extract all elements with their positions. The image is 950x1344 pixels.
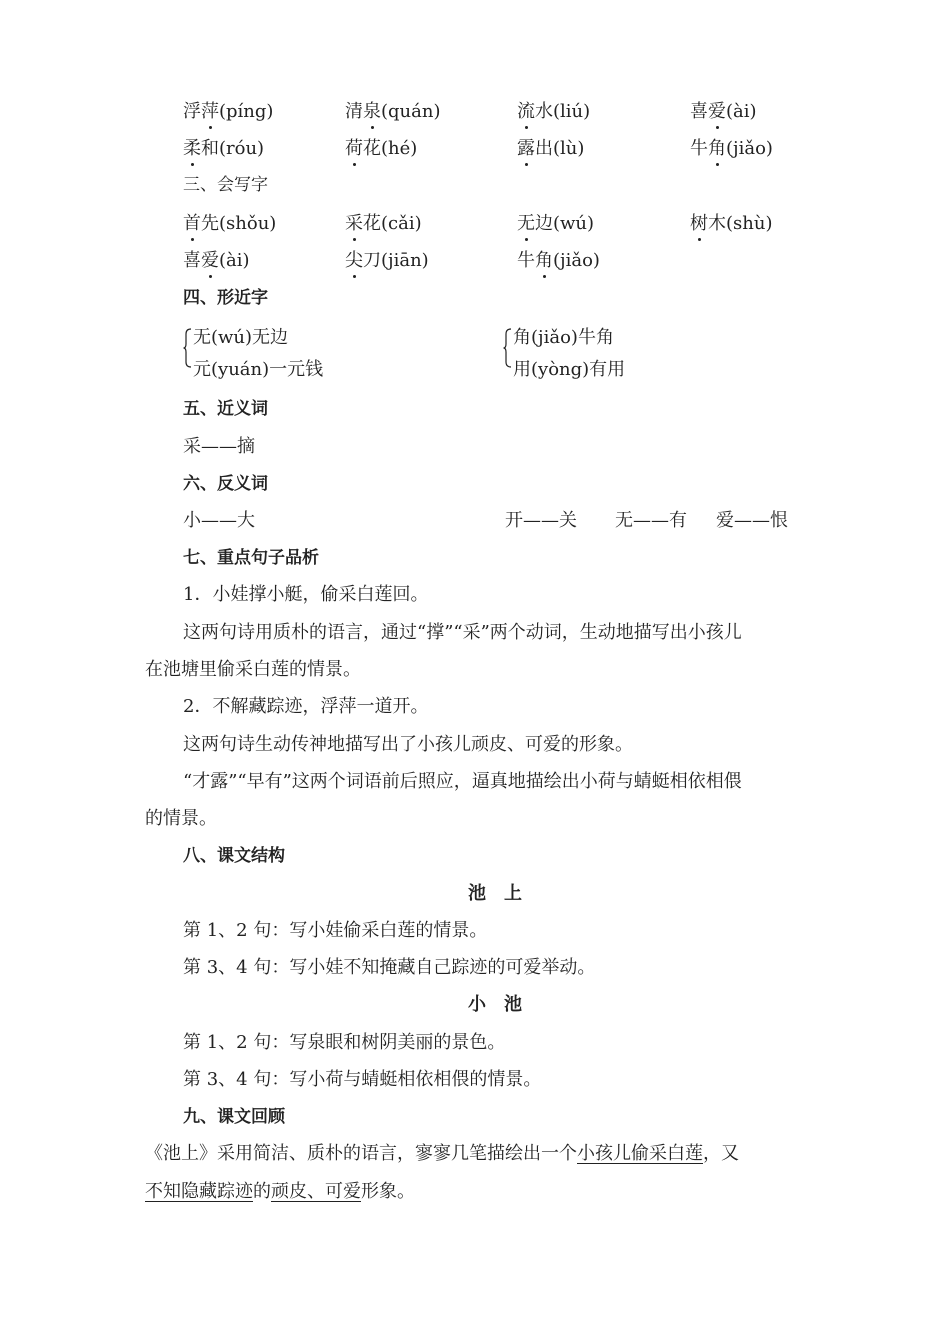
section-heading: 九、课文回顾 bbox=[183, 1107, 285, 1127]
similar-char-item: 元(yuán)一元钱 bbox=[193, 359, 324, 380]
structure-line: 第 3、4 句：写小娃不知掩藏自己踪迹的可爱举动。 bbox=[183, 957, 596, 978]
section-heading: 七、重点句子品析 bbox=[183, 548, 319, 568]
word-item: 喜爱(ài) bbox=[183, 250, 250, 271]
underlined-phrase: 不知隐藏踪迹 bbox=[145, 1181, 253, 1202]
brace-icon bbox=[183, 328, 192, 368]
analysis-text: 这两句诗用质朴的语言，通过“撑”“采”两个动词，生动地描写出小孩儿 bbox=[183, 622, 742, 643]
key-sentence: 2．不解藏踪迹，浮萍一道开。 bbox=[183, 696, 429, 717]
review-text: 《池上》采用简洁、质朴的语言，寥寥几笔描绘出一个小孩儿偷采白莲，又 bbox=[145, 1143, 739, 1164]
underlined-phrase: 顽皮、可爱 bbox=[271, 1181, 361, 1202]
synonym-pair: 采——摘 bbox=[183, 436, 255, 457]
antonym-pair: 爱——恨 bbox=[716, 510, 788, 531]
section-heading: 三、会写字 bbox=[183, 175, 268, 195]
word-item: 荷花(hé) bbox=[345, 138, 418, 159]
analysis-text: 这两句诗生动传神地描写出了小孩儿顽皮、可爱的形象。 bbox=[183, 734, 633, 755]
poem-title: 池 上 bbox=[468, 883, 522, 904]
word-item: 流水(liú) bbox=[517, 101, 591, 122]
word-item: 清泉(quán) bbox=[345, 101, 441, 122]
word-item: 尖刀(jiān) bbox=[345, 250, 429, 271]
section-heading: 六、反义词 bbox=[183, 474, 268, 494]
word-item: 无边(wú) bbox=[517, 213, 595, 234]
word-item: 树木(shù) bbox=[690, 213, 773, 234]
section-heading: 四、形近字 bbox=[183, 288, 268, 308]
antonym-pair: 开——关 bbox=[505, 510, 577, 531]
section-heading: 五、近义词 bbox=[183, 399, 268, 419]
antonym-pair: 无——有 bbox=[615, 510, 687, 531]
poem-title: 小 池 bbox=[468, 994, 522, 1015]
structure-line: 第 1、2 句：写泉眼和树阴美丽的景色。 bbox=[183, 1032, 506, 1053]
review-text: 不知隐藏踪迹的顽皮、可爱形象。 bbox=[145, 1181, 415, 1202]
word-item: 喜爱(ài) bbox=[690, 101, 757, 122]
section-heading: 八、课文结构 bbox=[183, 846, 285, 866]
word-item: 首先(shǒu) bbox=[183, 213, 277, 234]
analysis-text: 的情景。 bbox=[145, 808, 217, 829]
word-item: 牛角(jiǎo) bbox=[690, 138, 773, 159]
underlined-phrase: 小孩儿偷采白莲 bbox=[577, 1143, 703, 1164]
similar-char-item: 用(yòng)有用 bbox=[513, 359, 626, 380]
similar-char-item: 角(jiǎo)牛角 bbox=[513, 327, 614, 348]
word-item: 浮萍(píng) bbox=[183, 101, 274, 122]
structure-line: 第 1、2 句：写小娃偷采白莲的情景。 bbox=[183, 920, 488, 941]
similar-char-item: 无(wú)无边 bbox=[193, 327, 289, 348]
analysis-text: 在池塘里偷采白莲的情景。 bbox=[145, 659, 361, 680]
analysis-text: “才露”“早有”这两个词语前后照应，逼真地描绘出小荷与蜻蜓相依相偎 bbox=[183, 771, 742, 792]
structure-line: 第 3、4 句：写小荷与蜻蜓相依相偎的情景。 bbox=[183, 1069, 542, 1090]
word-item: 露出(lù) bbox=[517, 138, 585, 159]
word-item: 牛角(jiǎo) bbox=[517, 250, 600, 271]
brace-icon bbox=[503, 328, 512, 368]
antonym-pair: 小——大 bbox=[183, 510, 255, 531]
key-sentence: 1．小娃撑小艇，偷采白莲回。 bbox=[183, 584, 429, 605]
word-item: 柔和(róu) bbox=[183, 138, 265, 159]
word-item: 采花(cǎi) bbox=[345, 213, 422, 234]
